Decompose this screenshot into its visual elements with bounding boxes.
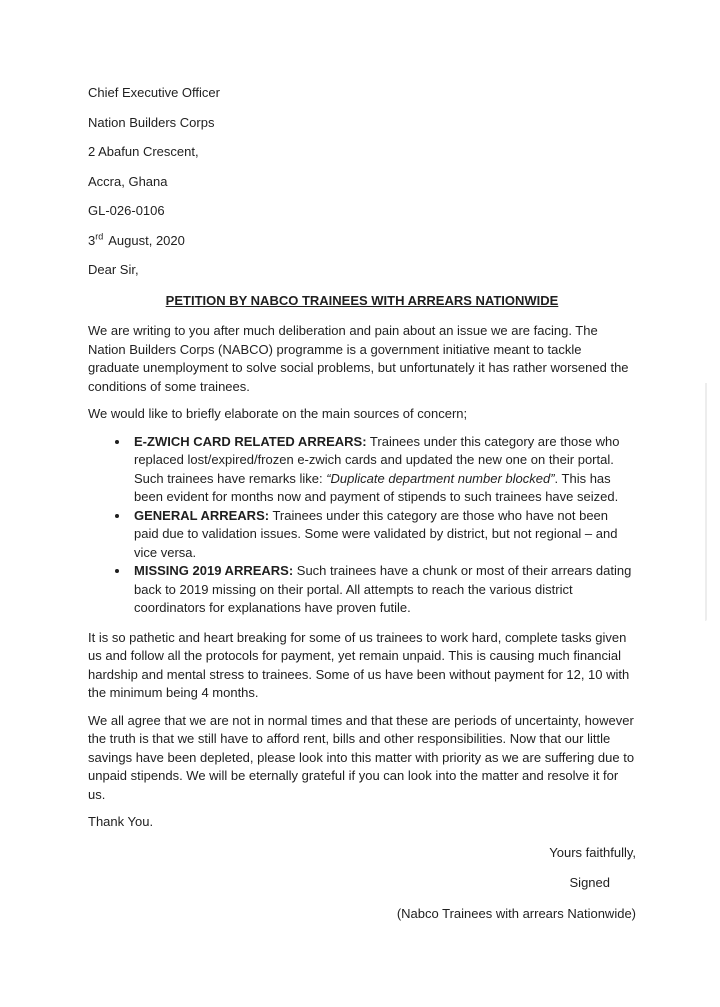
letter-body [88, 84, 636, 923]
date-line [88, 232, 636, 251]
bullet-label: E-ZWICH CARD RELATED ARREARS: [134, 433, 367, 449]
bullet-italic-quote: “Duplicate department number blocked” [326, 470, 555, 486]
paragraph-appeal: We all agree that we are not in normal times and that these are periods of uncertainty, however the truth is that we still have to afford rent, bills and other responsibilities. Now that our little savings have been depleted, please look into this matter with priority as we are suffering due to unpaid stipends. We will be eternally grateful if you can look into the matter and resolve it for us. [88, 712, 635, 802]
date-rest: August, 2020 [108, 232, 185, 248]
signatory-line: (Nabco Trainees with arrears Nationwide) [396, 905, 636, 921]
bullet-label: GENERAL ARREARS: [134, 507, 270, 523]
recipient-line: Accra, Ghana [88, 173, 168, 189]
bullet-item-missing-2019 [130, 562, 636, 618]
recipient-block [88, 84, 636, 221]
recipient-line: Nation Builders Corps [88, 114, 215, 130]
recipient-line: 2 Abafun Crescent, [88, 144, 199, 159]
paragraph-intro: We are writing to you after much deliberation and pain about an issue we are facing. The Nation Builders Corps (NABCO) programme is a government initiative meant to tackle graduate unemployment to solve social problems, but unfortunately it has rather worsened the conditions of some trainees. [88, 323, 629, 394]
bullet-text: Trainees under this category are those who have not been paid due to validation issues. Some were validated by district, but not regional – and vice versa. [134, 507, 618, 560]
letter-title: PETITION BY NABCO TRAINEES WITH ARREARS NATIONWIDE [165, 292, 559, 308]
bullet-item-general [130, 507, 636, 563]
bullet-label: MISSING 2019 ARREARS: [134, 563, 294, 578]
bullet-text: Such trainees have a chunk or most of their arrears dating back to 2019 missing on their portal. All attempts to reach the various district coordinators for explanations have proven futile. [134, 563, 632, 615]
bullet-list [88, 433, 636, 618]
date-day: 3 [88, 232, 96, 248]
bullet-text: . This has been evident for months now and payment of stipends to such trainees have seized. [134, 470, 619, 504]
recipient-line: Chief Executive Officer [88, 85, 220, 100]
date-ordinal: rd [95, 231, 104, 242]
valediction: Yours faithfully, [549, 844, 636, 860]
bullet-item-ezwich [130, 433, 636, 507]
paragraph-hardship: It is so pathetic and heart breaking for some of us trainees to work hard, complete tasks given us and follow all the protocols for payment, yet remain unpaid. This is causing much financial hardship and mental stress to trainees. Some of us have been without payment for 12, 10 with the minimum being 4 months. [88, 629, 630, 700]
page-curl-line [705, 383, 707, 621]
closing-block [88, 844, 636, 924]
thanks-line: Thank You. [88, 814, 154, 829]
salutation: Dear Sir, [88, 262, 139, 277]
bullet-text: Trainees under this category are those who replaced lost/expired/frozen e-zwich cards and updated the new one on their portal. Such trainees have remarks like: [134, 433, 620, 486]
signature-line: Signed [569, 875, 610, 890]
paragraph-elaborate: We would like to briefly elaborate on the main sources of concern; [88, 406, 468, 421]
recipient-line: GL-026-0106 [88, 203, 165, 218]
